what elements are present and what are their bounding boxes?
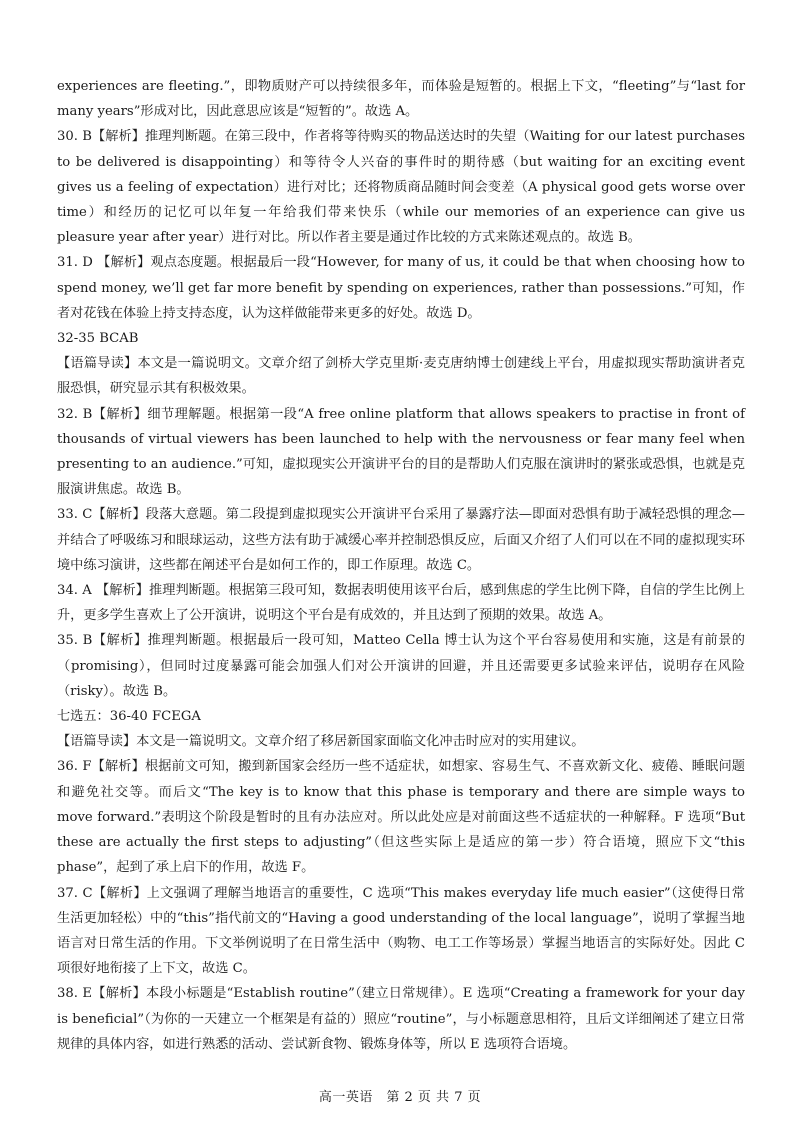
paragraph-38: 38. E【解析】本段小标题是“Establish routine”（建立日常规律）。E 选项“Creating a framework for your day is beneficial”（为你的一天建立一个框架是有益的）照应“routine”，与小标题意思相符，且后文详细阐述了建立日常规律的具体内容，如进行熟悉的活动、尝试新食物、锻炼身体等，所以 E 选项符合语境。 (57, 986, 745, 1052)
paragraph-29-cont: experiences are fleeting.”，即物质财产可以持续很多年，而体验是短暂的。根据上下文，“fleeting”与“last for many years”形成对比，因此意思应该是“短暂的”。故选 A。 (57, 79, 745, 120)
section-answers-36-40: 七选五：36-40 FCEGA (57, 709, 201, 725)
paragraph-32: 32. B【解析】细节理解题。根据第一段“A free online platform that allows speakers to practise in front of thousands of virtual viewers has been launched to help with the nervousness or fear many feel when presenting to an audience.”可知，虚拟现实公开演讲平台的目的是帮助人们克服在演讲时的紧张或恐惧，也就是克服演讲焦虑。故选 B。 (57, 406, 745, 498)
paragraph-31: 31. D 【解析】观点态度题。根据最后一段“However, for many of us, it could be that when choosing how to spend money, we’ll get far more benefit by spending on experiences, rather than possessions.”可知，作者对花钱在体验上持支持态度，认为这样做能带来更多的好处。故选 D。 (57, 255, 745, 321)
paragraph-30: 30. B【解析】推理判断题。在第三段中，作者将等待购买的物品送达时的失望（Waiting for our latest purchases to be delivered is disappointing）和等待令人兴奋的事件时的期待感（but waiting for an exciting event gives us a feeling of expectation）进行对比；还将物质商品随时间会变差（A physical good gets worse over time）和经历的记忆可以年复一年给我们带来快乐（while our memories of an experience can give us pleasure year after year）进行对比。所以作者主要是通过作比较的方式来陈述观点的。故选 B。 (57, 129, 745, 246)
passage-guide-3: 【语篇导读】本文是一篇说明文。文章介绍了移居新国家面临文化冲击时应对的实用建议。 (57, 734, 585, 750)
paragraph-36: 36. F【解析】根据前文可知，搬到新国家会经历一些不适症状，如想家、容易生气、不喜欢新文化、疲倦、睡眠问题和避免社交等。而后文“The key is to know that this phase is temporary and there are simple ways to move forward.”表明这个阶段是暂时的且有办法应对。所以此处应是对前面这些不适症状的一种解释。F 选项“But these are actually the first steps to adjusting”（但这些实际上是适应的第一步）符合语境，照应下文“this phase”，起到了承上启下的作用，故选 F。 (57, 759, 745, 876)
answer-explanations (57, 74, 745, 1057)
passage-guide-2: 【语篇导读】本文是一篇说明文。文章介绍了剑桥大学克里斯·麦克唐纳博士创建线上平台，用虚拟现实帮助演讲者克服恐惧，研究显示其有积极效果。 (57, 356, 745, 397)
paragraph-33: 33. C【解析】段落大意题。第二段提到虚拟现实公开演讲平台采用了暴露疗法—即面对恐惧有助于减轻恐惧的理念—并结合了呼吸练习和眼球运动，这些方法有助于减缓心率并控制恐惧反应，后面又介绍了人们可以在不同的虚拟现实环境中练习演讲，这些都在阐述平台是如何工作的，即工作原理。故选 C。 (57, 507, 745, 573)
paragraph-37: 37. C【解析】上文强调了理解当地语言的重要性，C 选项“This makes everyday life much easier”（这使得日常生活更加轻松）中的“this”指代前文的“Having a good understanding of the local language”，说明了掌握当地语言对日常生活的作用。下文举例说明了在日常生活中（购物、电工工作等场景）掌握当地语言的实际好处。因此 C 项很好地衔接了上下文，故选 C。 (57, 885, 745, 977)
paragraph-34: 34. A 【解析】推理判断题。根据第三段可知，数据表明使用该平台后，感到焦虑的学生比例下降，自信的学生比例上升，更多学生喜欢上了公开演讲，说明这个平台是有成效的，并且达到了预期的效果。故选 A。 (57, 583, 745, 624)
paragraph-35: 35. B【解析】推理判断题。根据最后一段可知，Matteo Cella 博士认为这个平台容易使用和实施，这是有前景的（promising），但同时过度暴露可能会加强人们对公开演讲的回避，并且还需要更多试验来评估，说明存在风险（risky）。故选 B。 (57, 633, 745, 699)
section-answers-32-35: 32-35 BCAB (57, 331, 139, 347)
page-footer: 高一英语 第 2 页 共 7 页 (318, 1090, 482, 1105)
